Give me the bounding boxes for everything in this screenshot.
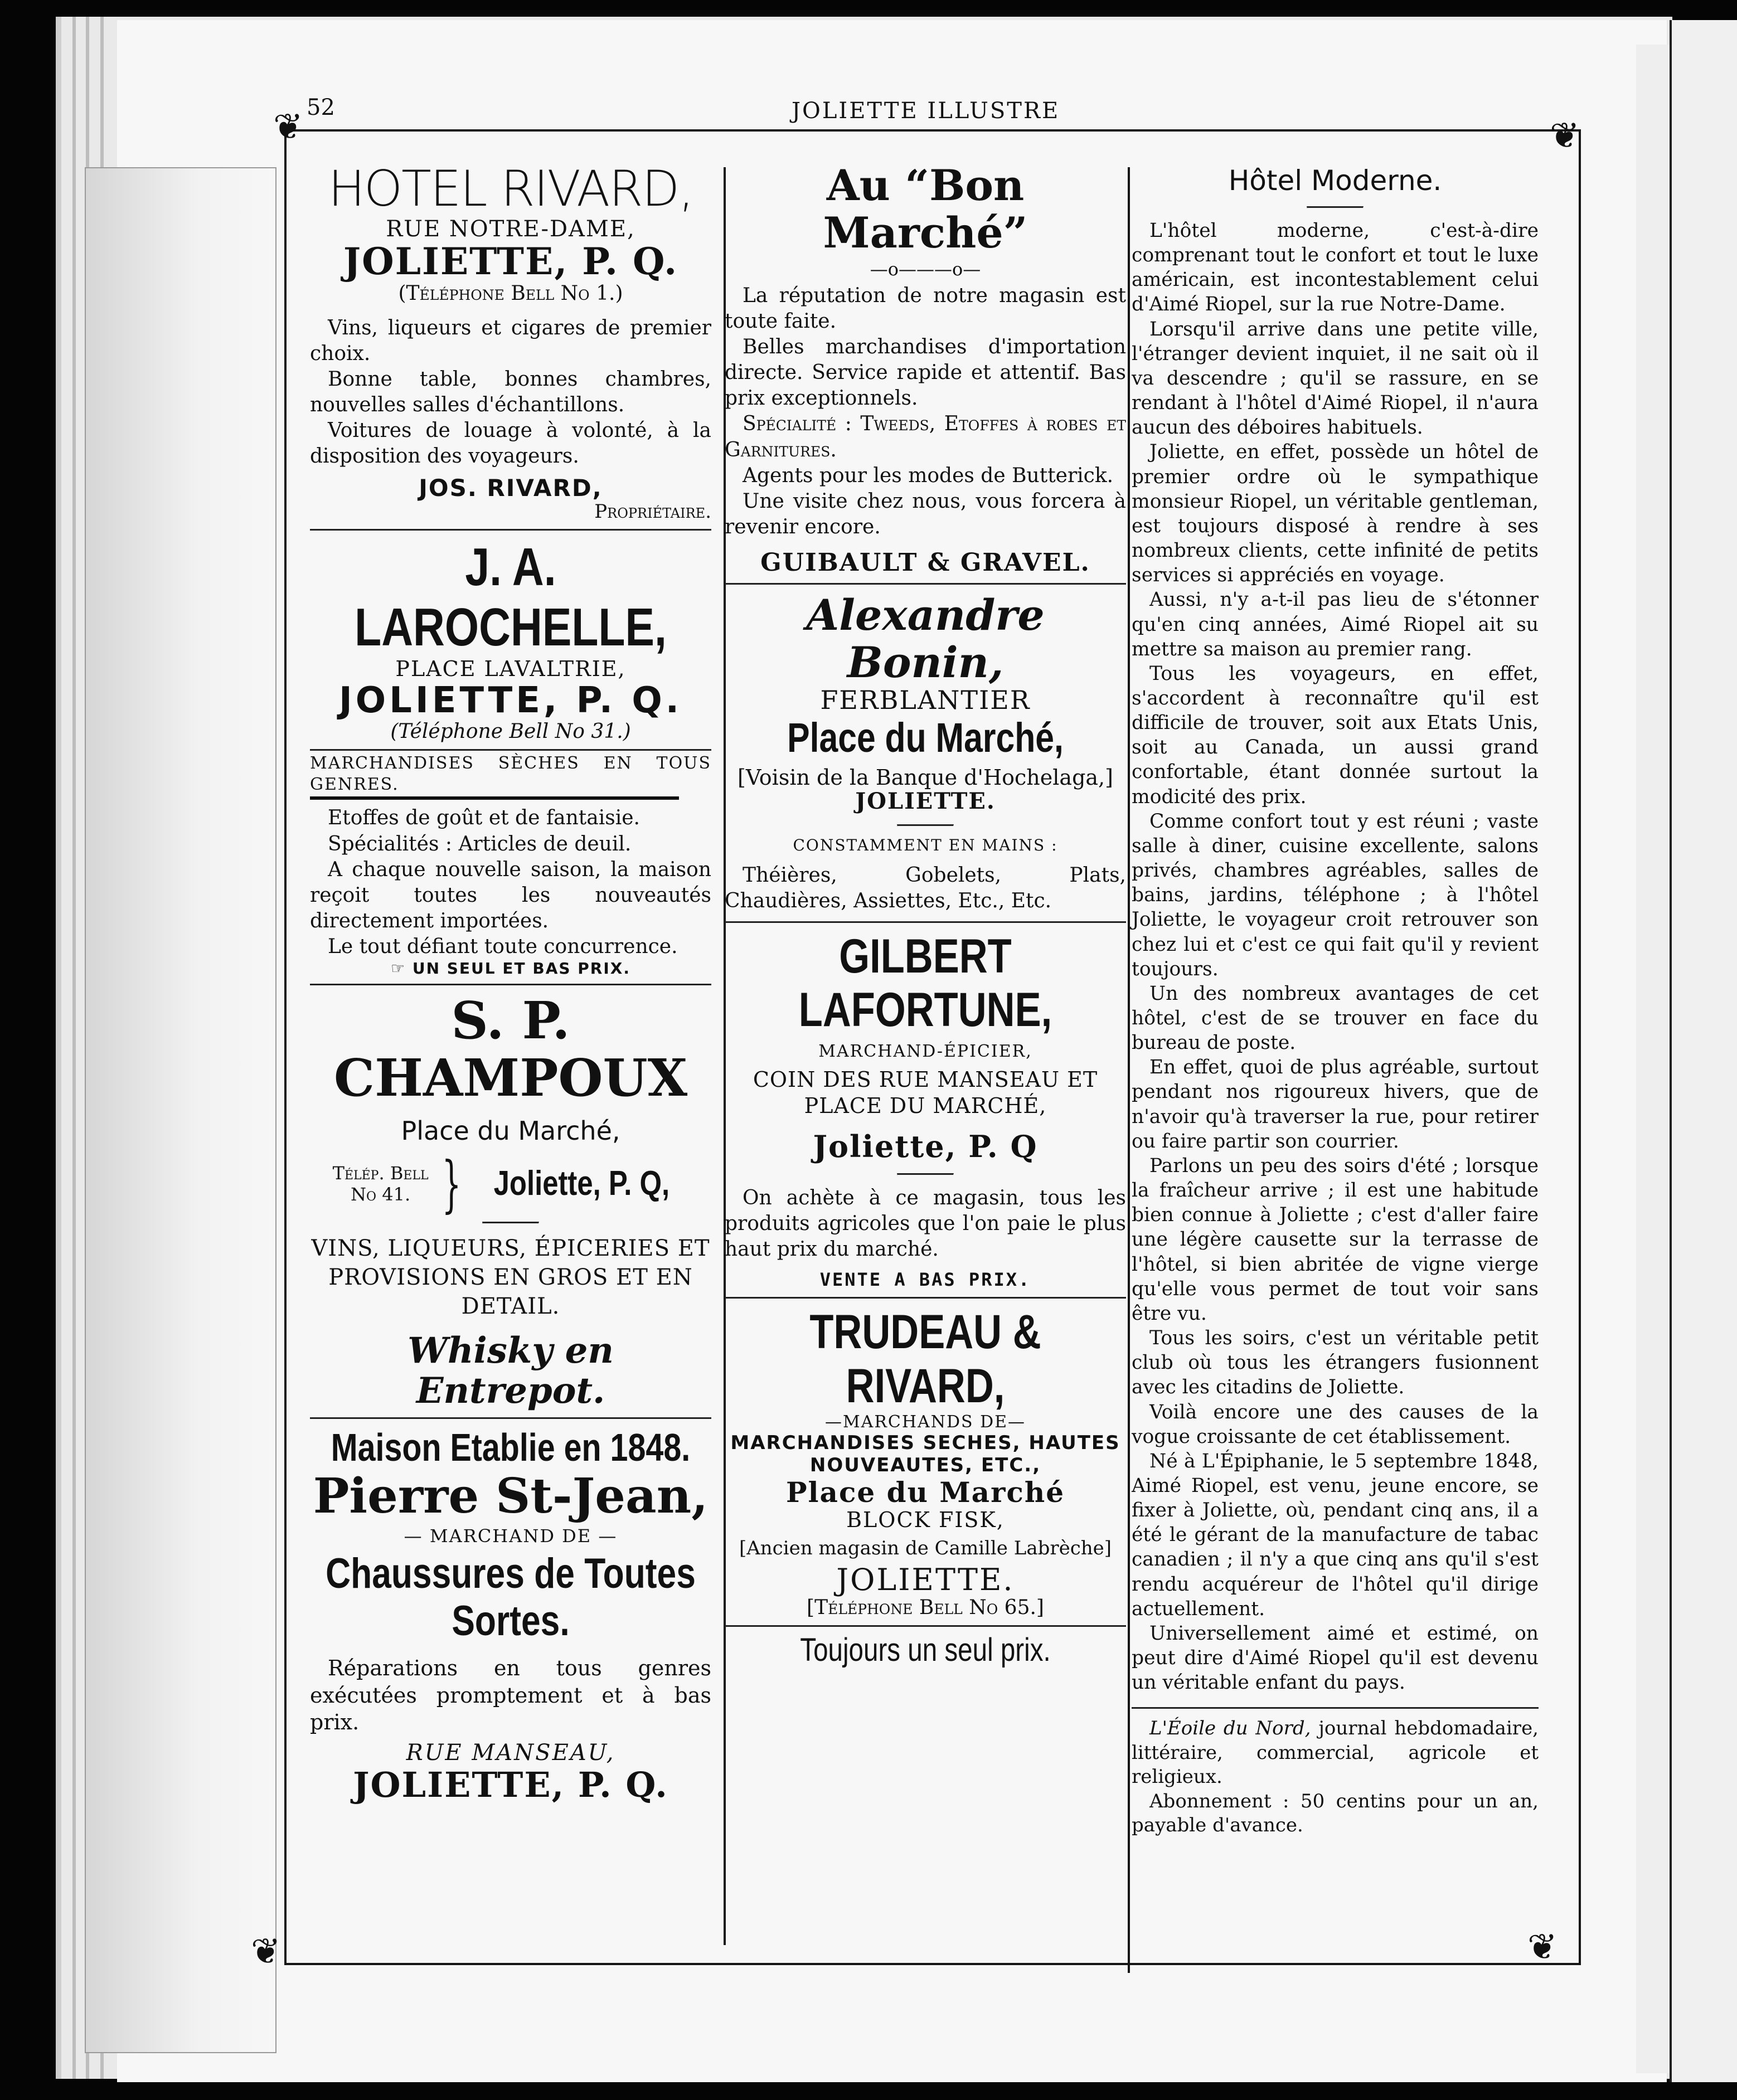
- article-title: Hôtel Moderne.: [1228, 164, 1442, 197]
- ad-paragraph: A chaque nouvelle saison, la maison reçoit toutes les nouveautés directement importées.: [310, 858, 711, 932]
- ad-city: JOLIETTE.: [855, 788, 996, 815]
- ad-whisky: Whisky en Entrepot.: [407, 1329, 614, 1412]
- ad-bon-marche: [725, 162, 1126, 576]
- article-paragraph: Aussi, n'y a-t-il pas lieu de s'étonner qu'en cinq années, Aimé Riopel ait su mettre sa maison au premier rang.: [1132, 589, 1539, 660]
- column-3: [1132, 162, 1539, 1838]
- ad-trade: FERBLANTIER: [820, 685, 1031, 716]
- ad-near: [Voisin de la Banque d'Hochelaga,]: [738, 765, 1113, 790]
- ad-street: RUE NOTRE-DAME,: [386, 216, 635, 242]
- ad-heading: MARCHANDISES SÈCHES EN TOUS GENRES.: [310, 753, 711, 795]
- ad-phone: (Téléphone Bell No 31.): [390, 720, 631, 743]
- ad-city: Joliette, P. Q: [813, 1128, 1038, 1164]
- article-paragraph: Né à L'Épiphanie, le 5 septembre 1848, Aimé Riopel, est venu, jeune encore, se fixer à Joliette, où, pendant cinq ans, il a été le gérant de la manufacture de tabac canadien ; il n'y a que cinq ans qu'il s'est rendu acquéreur de l'hôtel qu'il dirige actuellement.: [1132, 1450, 1539, 1620]
- section-rule: [310, 529, 711, 531]
- ad-title: GILBERT LAFORTUNE,: [798, 929, 1052, 1037]
- ad-paragraph: On achète à ce magasin, tous les produits agricoles que l'on paie le plus haut prix du marché.: [725, 1187, 1126, 1261]
- corner-ornament-icon: ❦: [273, 106, 303, 148]
- facing-page-edge: [1670, 20, 1737, 2082]
- article-paragraph: Tous les voyageurs, en effet, s'accordent à reconnaître qu'il est difficile de trouver, soit aux Etats Unis, soit au Canada, un aussi grand confortable, étant donnée surtout la modicité des prix.: [1132, 662, 1539, 808]
- ad-city: JOLIETTE, P. Q.: [338, 679, 683, 721]
- article-paragraph: Voilà encore une des causes de la vogue croissante de cet établissement.: [1132, 1401, 1539, 1448]
- ad-heading: CONSTAMMENT EN MAINS :: [793, 836, 1058, 855]
- corner-ornament-icon: ❦: [1550, 115, 1580, 157]
- ad-city: JOLIETTE, P. Q.: [353, 1764, 668, 1805]
- ad-paragraph: Théières, Gobelets, Plats, Chaudières, Assiettes, Etc., Etc.: [725, 864, 1126, 913]
- ad-block: BLOCK FISK,: [846, 1508, 1005, 1533]
- column-2: [725, 162, 1126, 1668]
- short-rule: [897, 1173, 954, 1175]
- ad-phone: [Téléphone Bell No 65.]: [807, 1596, 1044, 1620]
- section-rule: [310, 1417, 711, 1419]
- ad-tel-label: Télép. Bell: [332, 1162, 429, 1184]
- page-edge: [72, 17, 76, 2079]
- ad-trade: — MARCHAND DE —: [404, 1525, 618, 1547]
- short-rule: [897, 824, 954, 827]
- ad-place: Place du Marché: [785, 1476, 1065, 1509]
- ad-paragraph: Spécialité : Tweeds, Etoffes à robes et Garnitures.: [725, 412, 1126, 461]
- ad-city: JOLIETTE, P. Q.: [343, 240, 678, 284]
- ad-paragraph: Agents pour les modes de Butterick.: [743, 464, 1114, 487]
- ad-title: S. P. CHAMPOUX: [333, 990, 688, 1109]
- page-binding-shadow: [85, 167, 276, 2053]
- ad-paragraph: La réputation de notre magasin est toute faite.: [725, 284, 1126, 333]
- article-paragraph: En effet, quoi de plus agréable, surtout pendant nos rigoureux hivers, que de n'avoir qu'à traverser la rue, pour retirer ou faire partir son courrier.: [1132, 1056, 1539, 1153]
- ad-paragraph: Etoffes de goût et de fantaisie.: [328, 806, 640, 830]
- ad-place: Place du Marché,: [401, 1116, 620, 1146]
- notice-etoile-text: journal hebdomadaire, littéraire, commercial, agricole et religieux.: [1132, 1717, 1539, 1788]
- article-paragraph: Parlons un peu des soirs d'été ; lorsque la fraîcheur arrive ; il est une habitude bien connue à Joliette ; c'est d'aller faire une légère causette sur la terrasse de l'hôtel, si bien abritée de vigne vierge qu'elle vous permet de tout voir sans être vu.: [1132, 1154, 1539, 1325]
- ad-city: Joliette, P. Q,: [493, 1164, 669, 1203]
- notice-etoile-title: L'Éoile du Nord,: [1149, 1717, 1311, 1740]
- ad-slogan: Toujours un seul prix.: [800, 1631, 1051, 1668]
- ad-champoux: [310, 992, 711, 1411]
- book-gutter: [1636, 45, 1670, 2073]
- ad-bonin: [725, 591, 1126, 914]
- ad-street: RUE MANSEAU,: [406, 1739, 615, 1766]
- ad-tel-row: Télép. Bell No 41. } Joliette, P. Q,: [332, 1148, 669, 1219]
- ad-owner: GUIBAULT & GRAVEL.: [760, 548, 1090, 577]
- article-paragraph: Universellement aimé et estimé, on peut dire d'Aimé Riopel qu'il est devenu un véritable enfant du pays.: [1132, 1622, 1539, 1694]
- article-body: [1132, 218, 1539, 1695]
- ad-trade: —MARCHANDS DE—: [824, 1412, 1026, 1432]
- ad-trade: MARCHAND-ÉPICIER,: [818, 1042, 1032, 1062]
- ad-paragraph: Spécialités : Articles de deuil.: [328, 832, 632, 855]
- ad-title: Alexandre Bonin,: [806, 590, 1045, 688]
- ad-divider: —o———o—: [870, 259, 981, 280]
- short-rule: [1307, 206, 1364, 208]
- ad-hotel-rivard: [310, 162, 711, 522]
- section-rule: [310, 984, 711, 985]
- ad-place: Place du Marché,: [787, 714, 1064, 761]
- ad-larochelle: [310, 537, 711, 977]
- ad-title: TRUDEAU & RIVARD,: [809, 1305, 1041, 1413]
- article-paragraph: Comme confort tout y est réuni ; vaste salle à diner, cuisine excellente, salons privés, chambres agréables, salles de bains, jardins, téléphone ; à l'hôtel Joliette, le voyageur croit retrouver son chez lui et c'est ce qui fait qu'il y revient toujours.: [1132, 810, 1539, 980]
- section-rule: [725, 921, 1126, 923]
- corner-ornament-icon: ❦: [1527, 1927, 1558, 1968]
- ad-st-jean: [310, 1426, 711, 1804]
- ad-tel-number: No 41.: [351, 1183, 411, 1205]
- ad-paragraph: Voitures de louage à volonté, à la disposition des voyageurs.: [310, 419, 711, 468]
- column-divider: [1128, 167, 1130, 1973]
- ad-title: Pierre St-Jean,: [313, 1467, 709, 1524]
- ad-paragraph: Le tout défiant toute concurrence.: [328, 935, 678, 958]
- article-paragraph: Tous les soirs, c'est un véritable petit club où tous les étrangers fusionnent avec les citadins de Joliette.: [1132, 1327, 1539, 1399]
- ad-paragraph: Bonne table, bonnes chambres, nouvelles salles d'échantillons.: [310, 367, 711, 416]
- ad-title: HOTEL RIVARD,: [328, 160, 693, 217]
- article-paragraph: Joliette, en effet, possède un hôtel de premier ordre où le sympathique monsieur Riopel, un véritable gentleman, est toujours disposé à rendre à ses nombreux clients, cette infinité de petits services si appréciés en voyage.: [1132, 441, 1539, 587]
- ad-owner-title: Propriétaire.: [594, 500, 711, 523]
- section-rule: [725, 583, 1126, 585]
- ad-slogan: ☞ UN SEUL ET BAS PRIX.: [390, 959, 630, 978]
- ad-paragraph: Belles marchandises d'importation directe. Service rapide et attentif. Bas prix exceptionnels.: [725, 336, 1126, 410]
- short-rule: [482, 1222, 539, 1224]
- ad-paragraph: Vins, liqueurs et cigares de premier choix.: [310, 316, 711, 365]
- ad-lafortune: [725, 930, 1126, 1291]
- notice-subscription: Abonnement : 50 centins pour un an, payable d'avance.: [1132, 1790, 1539, 1837]
- ad-paragraph: Une visite chez nous, vous forcera à revenir encore.: [725, 489, 1126, 538]
- column-1: [310, 162, 711, 1804]
- article-paragraph: Un des nombreux avantages de cet hôtel, c'est de se trouver en face du bureau de poste.: [1132, 982, 1539, 1054]
- ad-former: [Ancien magasin de Camille Labrèche]: [739, 1537, 1112, 1559]
- section-rule: [1132, 1707, 1539, 1709]
- ad-paragraph: Réparations en tous genres exécutées promptement et à bas prix.: [310, 1655, 711, 1735]
- ad-owner: JOS. RIVARD,: [419, 474, 603, 502]
- ad-slogan: VENTE A BAS PRIX.: [819, 1269, 1031, 1291]
- ad-goods: VINS, LIQUEURS, ÉPICERIES ET PROVISIONS EN GROS ET EN DETAIL.: [311, 1235, 710, 1319]
- running-title: JOLIETTE ILLUSTRE: [792, 98, 1060, 124]
- ad-city: JOLIETTE.: [836, 1562, 1015, 1597]
- ad-corner: COIN DES RUE MANSEAU ET PLACE DU MARCHÉ,: [753, 1067, 1098, 1119]
- ad-title: Au “Bon Marché”: [823, 161, 1028, 258]
- ad-goods: MARCHANDISES SECHES, HAUTES NOUVEAUTES, ETC.,: [730, 1431, 1120, 1477]
- article-paragraph: L'hôtel moderne, c'est-à-dire comprenant tout le confort et tout le luxe américain, est incontestablement celui d'Aimé Riopel, sur la rue Notre-Dame.: [1132, 220, 1539, 316]
- page-number: 52: [307, 95, 335, 120]
- corner-ornament-icon: ❦: [251, 1931, 281, 1972]
- ad-established: Maison Etablie en 1848.: [331, 1426, 691, 1470]
- ad-place: PLACE LAVALTRIE,: [395, 657, 626, 682]
- ad-goods: Chaussures de Toutes Sortes.: [326, 1549, 696, 1645]
- section-rule: [725, 1297, 1126, 1299]
- notice-etoile: [1132, 1717, 1539, 1790]
- ad-trudeau-rivard: [725, 1305, 1126, 1668]
- article-paragraph: Lorsqu'il arrive dans une petite ville, l'étranger devient inquiet, il ne sait où il va descendre ; qu'il se rassure, en se rendant à l'hôtel d'Aimé Riopel, il n'aura aucun des déboires habituels.: [1132, 318, 1539, 439]
- ad-title: J. A. LAROCHELLE,: [355, 537, 667, 657]
- ad-phone: (Téléphone Bell No 1.): [398, 282, 623, 305]
